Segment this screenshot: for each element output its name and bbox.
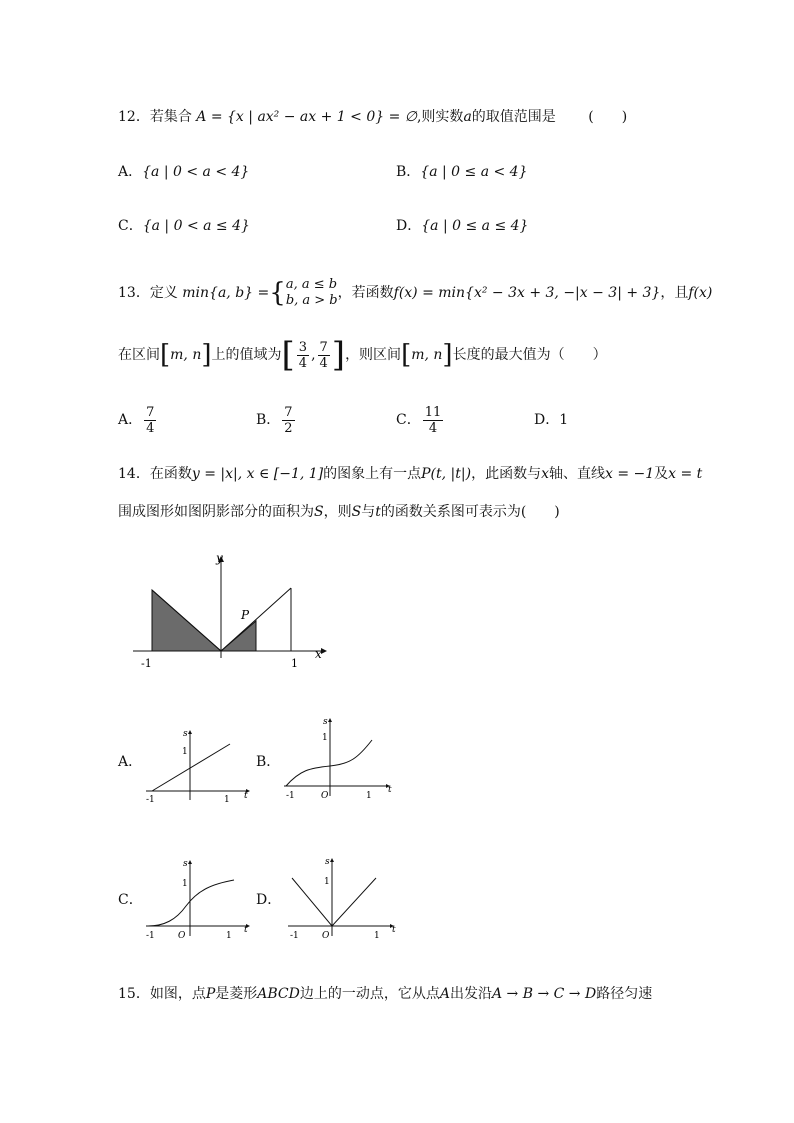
s-tick-1: 1: [182, 879, 188, 889]
t-tick-1: 1: [224, 795, 230, 805]
y-axis-label: y: [216, 551, 223, 565]
s-axis-arrow: [188, 860, 192, 864]
fraction: [423, 405, 444, 436]
numerator: 3: [298, 339, 308, 355]
q13-function: f(x) = min{x² − 3x + 3, −|x − 3| + 3}: [393, 285, 661, 301]
option-label: B．: [256, 412, 281, 428]
t-axis-label: t: [392, 925, 396, 935]
q14-option-a-label: A．: [118, 754, 143, 770]
s-axis-label: s: [323, 717, 328, 727]
q14-option-c-graph: [142, 854, 254, 942]
q14-stem-line1: [118, 464, 702, 484]
q14-option-d-graph: [284, 852, 398, 942]
q13-tail: ，且: [660, 285, 689, 301]
fraction: [297, 340, 309, 371]
q15-stem: [118, 984, 652, 1004]
option-label: A．: [118, 164, 143, 180]
curve-line: [152, 744, 230, 791]
q12-var: a: [463, 109, 472, 125]
q14-t: t: [375, 504, 381, 520]
fraction: [144, 405, 156, 436]
q13-option-b: [256, 402, 297, 438]
q13-stem-line2: 在区间[m, n]上的值域为[ $\frac{3}{4}$ , $\frac{7}{4}$ ]，则区间[m, n]长度的最大值为（ ）: [118, 335, 607, 375]
s-axis-label: s: [325, 857, 330, 867]
s-axis-label: s: [183, 729, 188, 739]
q13-option-c: [396, 402, 445, 438]
q14-line2-a: 围成图形如图阴影部分的面积为: [118, 504, 314, 520]
x-axis-label: x: [315, 647, 322, 661]
q12-option-d: [396, 216, 528, 236]
option-label: A．: [118, 412, 143, 428]
q13-interval: m, n: [170, 347, 202, 363]
q13-cases: [286, 277, 338, 309]
numerator: 7: [146, 404, 155, 420]
q15-number: 15．: [118, 986, 150, 1002]
numerator: 11: [424, 404, 442, 420]
s-tick-1: 1: [322, 733, 328, 743]
q13-case1: a, a ≤ b: [285, 277, 338, 292]
x-axis-arrow: [321, 648, 327, 654]
t-tick-1: 1: [366, 791, 372, 801]
q15-abcd: ABCD: [257, 986, 300, 1002]
denominator: 4: [428, 420, 438, 436]
q13-line2-mid: 上的值域为: [211, 347, 282, 363]
q12-option-a: [118, 162, 249, 182]
q14-and: 及: [654, 466, 669, 482]
q14-option-a-graph: [142, 724, 254, 806]
option-text: {a | 0 ≤ a < 4}: [420, 164, 528, 180]
q12-lead: 若集合: [149, 109, 192, 125]
q12-option-c: [118, 216, 250, 236]
option-label: B．: [396, 164, 421, 180]
q14-main-figure: [125, 548, 335, 673]
denominator: 2: [284, 420, 293, 436]
q14-mid: 的图象上有一点: [323, 466, 422, 482]
curve-v-shape: [292, 878, 376, 926]
t-tick-neg1: -1: [146, 795, 155, 805]
origin-label: O: [178, 931, 186, 941]
q14-option-d-label: D．: [256, 892, 282, 908]
bracket-left: [: [160, 340, 171, 370]
q14-number: 14．: [118, 466, 150, 482]
q14-option-b-label: B．: [256, 754, 281, 770]
q15-path: A → B → C → D: [491, 986, 597, 1002]
option-label: C．: [396, 412, 421, 428]
q12-tail: ,则实数: [416, 109, 464, 125]
q13-interval: m, n: [411, 347, 443, 363]
q15-A: A: [439, 986, 450, 1002]
q14-option-b-graph: [280, 712, 394, 804]
q13-number: 13．: [118, 285, 150, 301]
q13-line2-mid2: ，则区间: [345, 347, 402, 363]
q13-fx: f(x): [688, 285, 713, 301]
q12-answer-paren: ( ): [588, 109, 628, 125]
q14-function: y = |x|, x ∈ [−1, 1]: [191, 466, 324, 482]
t-axis-label: t: [244, 791, 248, 801]
numerator: 7: [284, 404, 293, 420]
brace-left: {: [269, 278, 286, 308]
q15-d: 路径匀速: [596, 986, 653, 1002]
fraction: [318, 340, 330, 371]
q14-lead: 在函数: [149, 466, 192, 482]
s-tick-1: 1: [182, 747, 188, 757]
tick-label-1: 1: [291, 657, 298, 670]
q15-b: 边上的一动点，它从点: [299, 986, 440, 1002]
t-tick-neg1: -1: [290, 931, 299, 941]
origin-label: O: [321, 791, 329, 801]
q12-option-b: [396, 162, 528, 182]
bracket-right: ]: [442, 340, 453, 370]
q14-line2-b: ，则: [323, 504, 352, 520]
option-text: {a | 0 ≤ a ≤ 4}: [421, 218, 529, 234]
q13-case2: b, a > b: [285, 293, 338, 308]
q14-x: x: [541, 466, 549, 482]
option-text: 1: [559, 412, 569, 428]
q13-min-def: min{a, b} =: [182, 285, 270, 301]
q14-S: S: [314, 504, 324, 520]
option-text: {a | 0 < a < 4}: [142, 164, 250, 180]
t-tick-1: 1: [374, 931, 380, 941]
q12-tail2: 的取值范围是: [471, 109, 556, 125]
bracket-right: ]: [201, 340, 212, 370]
option-label: C．: [118, 218, 143, 234]
point-p-label: P: [241, 608, 250, 622]
fraction: [282, 405, 294, 436]
denominator: 4: [146, 420, 155, 436]
s-axis-arrow: [188, 730, 192, 734]
q13-line2-tail: 长度的最大值为（ ）: [452, 347, 607, 363]
q14-line2: x = t: [668, 466, 703, 482]
denominator: 4: [298, 355, 308, 371]
q12-stem: [118, 107, 627, 127]
denominator: 4: [319, 355, 328, 371]
q15-a: 是菱形: [215, 986, 258, 1002]
t-tick-neg1: -1: [286, 791, 295, 801]
q13-mid: ，若函数: [337, 285, 394, 301]
q13-line2-lead: 在区间: [118, 347, 160, 363]
q14-option-c-label: C．: [118, 892, 143, 908]
bracket-right: ]: [331, 335, 346, 375]
q14-line2-d: 的函数关系图可表示为( ): [380, 504, 560, 520]
s-axis-label: s: [183, 859, 188, 869]
origin-label: O: [322, 931, 330, 941]
q15-c: 出发沿: [449, 986, 492, 1002]
curve-sigmoid: [148, 880, 234, 926]
q14-mid3: 轴、直线: [548, 466, 605, 482]
t-axis-label: t: [388, 785, 392, 795]
q13-stem-line1: [118, 276, 712, 310]
t-tick-neg1: -1: [146, 931, 155, 941]
t-axis-label: t: [244, 925, 248, 935]
numerator: 7: [319, 339, 328, 355]
s-tick-1: 1: [324, 877, 330, 887]
q15-P: P: [205, 986, 216, 1002]
q14-point: P(t, |t|): [421, 466, 472, 482]
q13-lead: 定义: [149, 285, 178, 301]
curve-s-shape: [286, 740, 372, 786]
q13-option-d: [534, 402, 568, 438]
q12-set-expression: A = {x | ax² − ax + 1 < 0} = ∅: [196, 109, 417, 125]
q14-stem-line2: [118, 502, 560, 522]
q15-lead: 如图，点: [149, 986, 206, 1002]
tick-label-neg1: -1: [141, 657, 152, 670]
option-text: {a | 0 < a ≤ 4}: [142, 218, 250, 234]
option-label: D．: [396, 218, 422, 234]
t-tick-1: 1: [226, 931, 232, 941]
q14-line1: x = −1: [604, 466, 655, 482]
q14-mid2: ，此函数与: [471, 466, 542, 482]
option-label: D．: [534, 412, 560, 428]
s-axis-arrow: [328, 718, 332, 722]
q13-option-a: [118, 402, 158, 438]
bracket-left: [: [401, 340, 412, 370]
s-axis-arrow: [330, 858, 334, 862]
q14-S: S: [351, 504, 362, 520]
bracket-left: [: [281, 335, 295, 375]
q12-number: 12．: [118, 109, 150, 125]
q14-line2-c: 与: [361, 504, 376, 520]
